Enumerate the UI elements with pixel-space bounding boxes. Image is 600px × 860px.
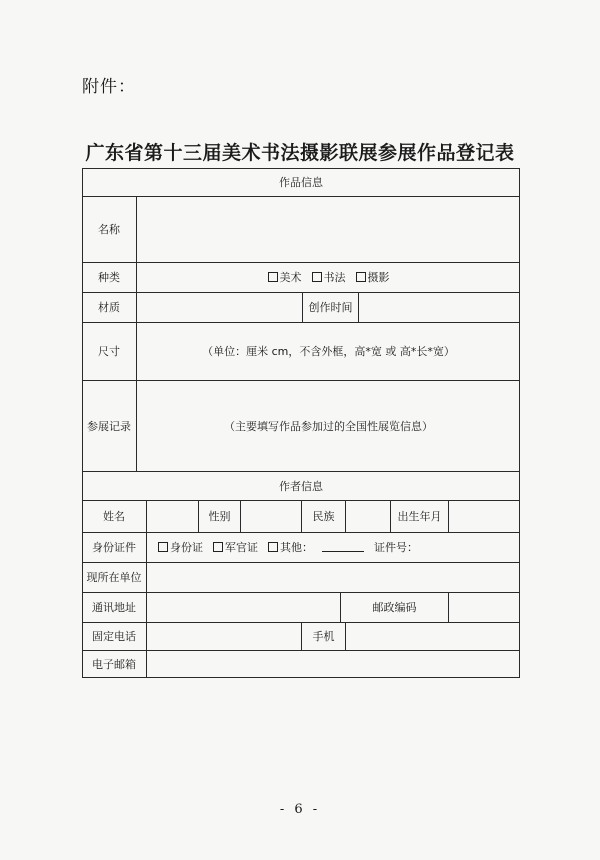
id-number-label: 证件号： — [374, 541, 418, 554]
postal-code-label: 邮政编码 — [372, 601, 417, 614]
mobile-label: 手机 — [312, 630, 335, 643]
size-label: 尺寸 — [98, 345, 120, 358]
work-name-label: 名称 — [98, 223, 120, 236]
page-number: - 6 - — [279, 802, 321, 817]
size-hint: （单位：厘米 cm，不含外框，高*宽 或 高*长*宽） — [202, 345, 455, 358]
checkbox-icon[interactable] — [213, 542, 223, 552]
category-option-painting[interactable]: 美术 — [268, 269, 302, 285]
checkbox-icon[interactable] — [268, 542, 278, 552]
id-option-officer-card[interactable]: 军官证 — [213, 539, 258, 555]
form-title: 广东省第十三届美术书法摄影联展参展作品登记表 — [85, 142, 515, 164]
attachment-label: 附件： — [82, 77, 136, 97]
material-field[interactable] — [137, 292, 302, 322]
id-type-label: 身份证件 — [92, 541, 136, 554]
postal-code-field[interactable] — [449, 592, 520, 622]
gender-label: 性别 — [208, 510, 231, 523]
id-option-id-card[interactable]: 身份证 — [158, 539, 203, 555]
address-label: 通讯地址 — [92, 601, 136, 614]
checkbox-icon[interactable] — [312, 272, 322, 282]
work-info-heading: 作品信息 — [279, 176, 323, 189]
checkbox-icon[interactable] — [158, 542, 168, 552]
exhibition-record-hint: （主要填写作品参加过的全国性展览信息） — [224, 419, 433, 433]
author-name-label: 姓名 — [103, 510, 125, 523]
phone-field[interactable] — [147, 622, 301, 650]
ethnicity-label: 民族 — [312, 510, 335, 523]
birth-date-label: 出生年月 — [397, 510, 442, 523]
gender-field[interactable] — [241, 500, 301, 532]
author-info-heading: 作者信息 — [279, 479, 323, 493]
email-label: 电子邮箱 — [92, 658, 136, 671]
creation-time-label: 创作时间 — [308, 301, 353, 314]
category-option-calligraphy[interactable]: 书法 — [312, 269, 346, 285]
employer-field[interactable] — [147, 562, 520, 592]
phone-label: 固定电话 — [92, 630, 136, 643]
checkbox-icon[interactable] — [268, 272, 278, 282]
ethnicity-field[interactable] — [346, 500, 390, 532]
work-name-field[interactable] — [137, 196, 520, 262]
creation-time-field[interactable] — [359, 292, 520, 322]
id-type-options — [147, 532, 526, 562]
exhibition-record-label: 参展记录 — [87, 419, 131, 433]
author-name-field[interactable] — [147, 500, 198, 532]
category-label: 种类 — [98, 271, 120, 284]
address-field[interactable] — [147, 592, 340, 622]
email-field[interactable] — [147, 650, 520, 678]
category-options — [137, 262, 520, 292]
id-option-other[interactable]: 其他： — [268, 539, 313, 555]
other-id-blank[interactable] — [322, 542, 364, 552]
material-label: 材质 — [98, 301, 120, 314]
checkbox-icon[interactable] — [356, 272, 366, 282]
birth-date-field[interactable] — [449, 500, 520, 532]
category-option-photography[interactable]: 摄影 — [356, 269, 390, 285]
mobile-field[interactable] — [346, 622, 520, 650]
employer-label: 现所在单位 — [86, 571, 142, 584]
